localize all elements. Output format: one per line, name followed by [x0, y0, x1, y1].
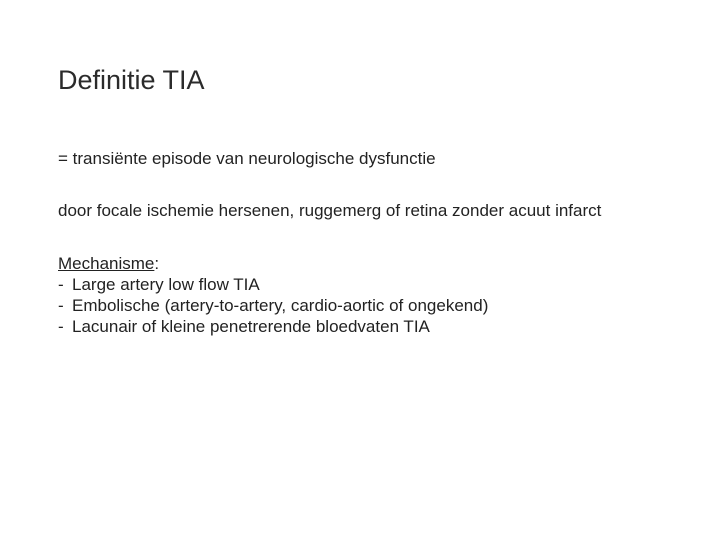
list-item [58, 316, 658, 337]
definition-text: = transiënte episode van neurologische dysfunctie [58, 149, 436, 168]
list-item-text: Large artery low flow TIA [72, 275, 260, 294]
list-dash: - [58, 317, 64, 336]
mechanism-heading [58, 253, 658, 274]
list-item-text: Lacunair of kleine penetrerende bloedvaten TIA [72, 317, 430, 336]
mechanism-heading-colon: : [154, 254, 160, 273]
slide-content [58, 148, 658, 337]
mechanism-list [58, 274, 658, 337]
slide-title: Definitie TIA [58, 65, 205, 95]
cause-text: door focale ischemie hersenen, ruggemerg of retina zonder acuut infarct [58, 201, 602, 220]
mechanism-heading-label: Mechanisme [58, 254, 155, 273]
list-dash: - [58, 296, 64, 315]
list-item-text: Embolische (artery-to-artery, cardio-aortic of ongekend) [72, 296, 489, 315]
list-item [58, 274, 658, 295]
list-dash: - [58, 275, 64, 294]
list-item [58, 295, 658, 316]
